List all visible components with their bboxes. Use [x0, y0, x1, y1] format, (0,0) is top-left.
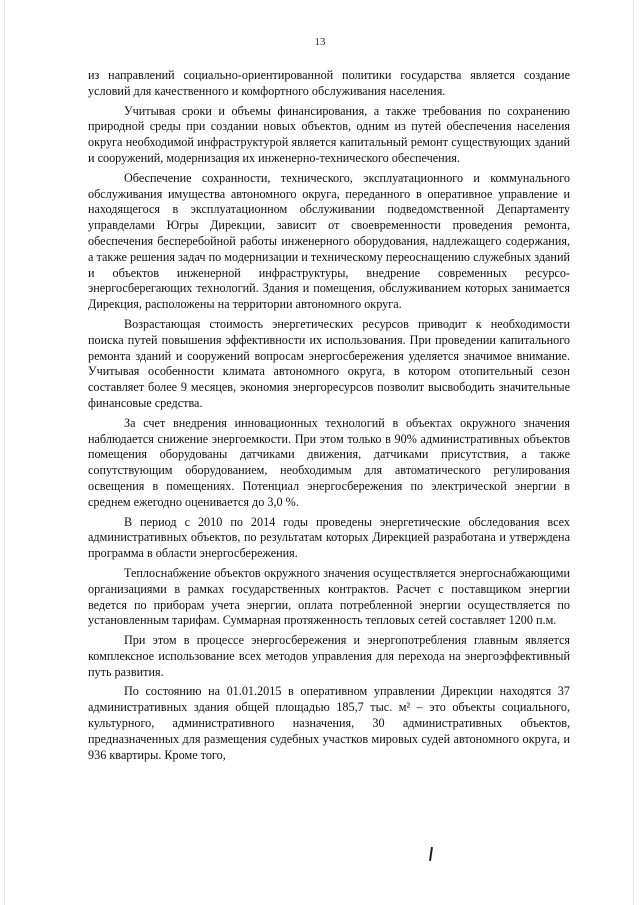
paragraph: При этом в процессе энергосбережения и энергопотребления главным является комплексное использование всех методов управления для перехода на энергоэффективный путь развития. — [88, 633, 570, 679]
paragraph: Возрастающая стоимость энергетических ресурсов приводит к необходимости поиска путей повышения эффективности их использования. При проведении капитального ремонта зданий и сооружений вопросам энергосбережения уделяется значимое внимание. Учитывая особенности климата автономного округа, в котором отопительный сезон составляет более 9 месяцев, экономия энергоресурсов позволит высвободить значительные финансовые средства. — [88, 316, 570, 410]
paragraph: В период с 2010 по 2014 годы проведены энергетические обследования всех административных объектов, по результатам которых Дирекцией разработана и утверждена программа в области энергосбережения. — [88, 514, 570, 561]
page-number: 13 — [314, 36, 326, 48]
scan-edge-right — [633, 0, 634, 905]
paragraph: Обеспечение сохранности, технического, эксплуатационного и коммунального обслуживания имущества автономного округа, переданного в оперативное управление и находящегося в эксплуатационном обслуживании подведомственной Департаменту управделами Югры Дирекции, зависит от своевременности проведения ремонта, обеспечения бесперебойной работы инженерного оборудования, надлежащего содержания, а также решения задач по модернизации и техническому переоснащению служебных зданий и объектов инженерной инфраструктуры, внедрение современных ресурсо-энергосберегающих технологий. Здания и помещения, обслуживанием которых занимается Дирекция, расположены на территории автономного округа. — [88, 170, 570, 312]
document-body — [88, 68, 570, 767]
scan-edge-left — [4, 0, 5, 905]
paragraph: Учитывая сроки и объемы финансирования, а также требования по сохранению природной среды при создании новых объектов, одним из путей обеспечения населения округа необходимой инфраструктурой является капитальный ремонт существующих зданий и сооружений, модернизация их инженерно-технического обеспечения. — [88, 103, 570, 165]
paragraph: За счет внедрения инновационных технологий в объектах окружного значения наблюдается снижение энергоемкости. При этом только в 90% административных объектов помещения оборудованы датчиками движения, датчиками присутствия, а также сопутствующим оборудованием, необходимым для автоматического регулирования освещения в помещениях. Потенциал энергосбережения по электрической энергии в среднем ежегодно оценивается до 3,0 %. — [88, 415, 570, 509]
paragraph: из направлений социально-ориентированной политики государства является создание условий для качественного и комфортного обслуживания населения. — [88, 68, 570, 98]
pen-mark — [429, 847, 433, 861]
paragraph: Теплоснабжение объектов окружного значения осуществляется энергоснабжающими организациями в рамках государственных контрактов. Расчет с поставщиком энергии ведется по приборам учета энергии, оплата потребленной энергии осуществляется по установленным тарифам. Суммарная протяженность тепловых сетей составляет 1200 п.м. — [88, 565, 570, 628]
paragraph: По состоянию на 01.01.2015 в оперативном управлении Дирекции находятся 37 административных здания общей площадью 185,7 тыс. м² – это объекты социального, культурного, административного назначения, 30 административных объектов, предназначенных для размещения судебных участков мировых судей автономного округа, и 936 квартиры. Кроме того, — [88, 684, 570, 762]
